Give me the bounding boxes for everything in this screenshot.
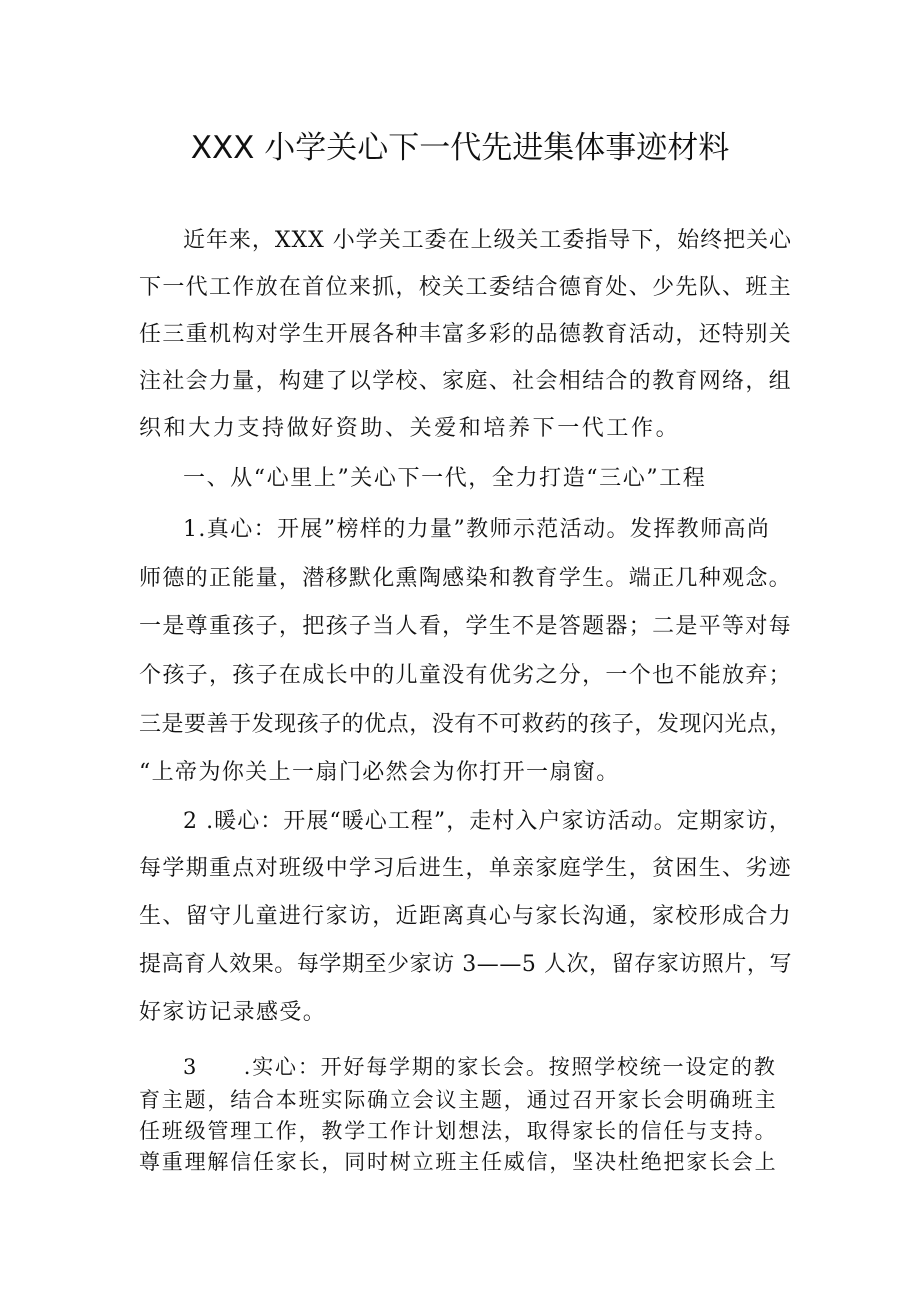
intro-line: 任三重机构对学生开展各种丰富多彩的品德教育活动，还特别关 — [139, 322, 792, 347]
item-3-line: 3 .实心：开好每学期的家长会。按照学校统一设定的教 — [183, 1055, 777, 1079]
section-heading: 一、从“心里上”关心下一代，全力打造“三心”工程 — [183, 466, 707, 491]
item-2-line: 提高育人效果。每学期至少家访 3——5 人次，留存家访照片，写 — [139, 952, 792, 977]
intro-line: 织和大力支持做好资助、关爱和培养下一代工作。 — [139, 416, 681, 441]
intro-line: 近年来，XXX 小学关工委在上级关工委指导下，始终把关心 — [183, 228, 792, 253]
item-1-line: 三是要善于发现孩子的优点，没有不可救药的孩子，发现闪光点， — [139, 712, 792, 737]
item-2-line: 每学期重点对班级中学习后进生，单亲家庭学生，贫困生、劣迹 — [139, 856, 792, 881]
item-3-line: 育主题，结合本班实际确立会议主题，通过召开家长会明确班主 — [139, 1088, 778, 1112]
item-1-line: “上帝为你关上一扇门必然会为你打开一扇窗。 — [139, 760, 620, 785]
item-2-line: 好家访记录感受。 — [139, 1000, 327, 1025]
item-1-line: 一是尊重孩子，把孩子当人看，学生不是答题器；二是平等对每 — [139, 614, 792, 639]
item-3-line: 任班级管理工作，教学工作计划想法，取得家长的信任与支持。 — [139, 1119, 778, 1143]
item-2-line: 生、留守儿童进行家访，近距离真心与家长沟通，家校形成合力 — [139, 904, 792, 929]
intro-line: 注社会力量，构建了以学校、家庭、社会相结合的教育网络，组 — [139, 369, 792, 394]
item-1-line: 个孩子，孩子在成长中的儿童没有优劣之分，一个也不能放弃； — [139, 663, 792, 688]
intro-line: 下一代工作放在首位来抓，校关工委结合德育处、少先队、班主 — [139, 275, 792, 300]
item-3-line: 尊重理解信任家长，同时树立班主任威信，坚决杜绝把家长会上 — [139, 1150, 778, 1174]
document-title: XXX 小学关心下一代先进集体事迹材料 — [190, 130, 730, 166]
item-1-line: 1.真心：开展”榜样的力量”教师示范活动。发挥教师高尚 — [183, 517, 771, 542]
item-1-line: 师德的正能量，潜移默化熏陶感染和教育学生。端正几种观念。 — [139, 566, 792, 591]
item-2-line: 2 .暖心：开展“暖心工程”，走村入户家访活动。定期家访， — [183, 809, 792, 834]
